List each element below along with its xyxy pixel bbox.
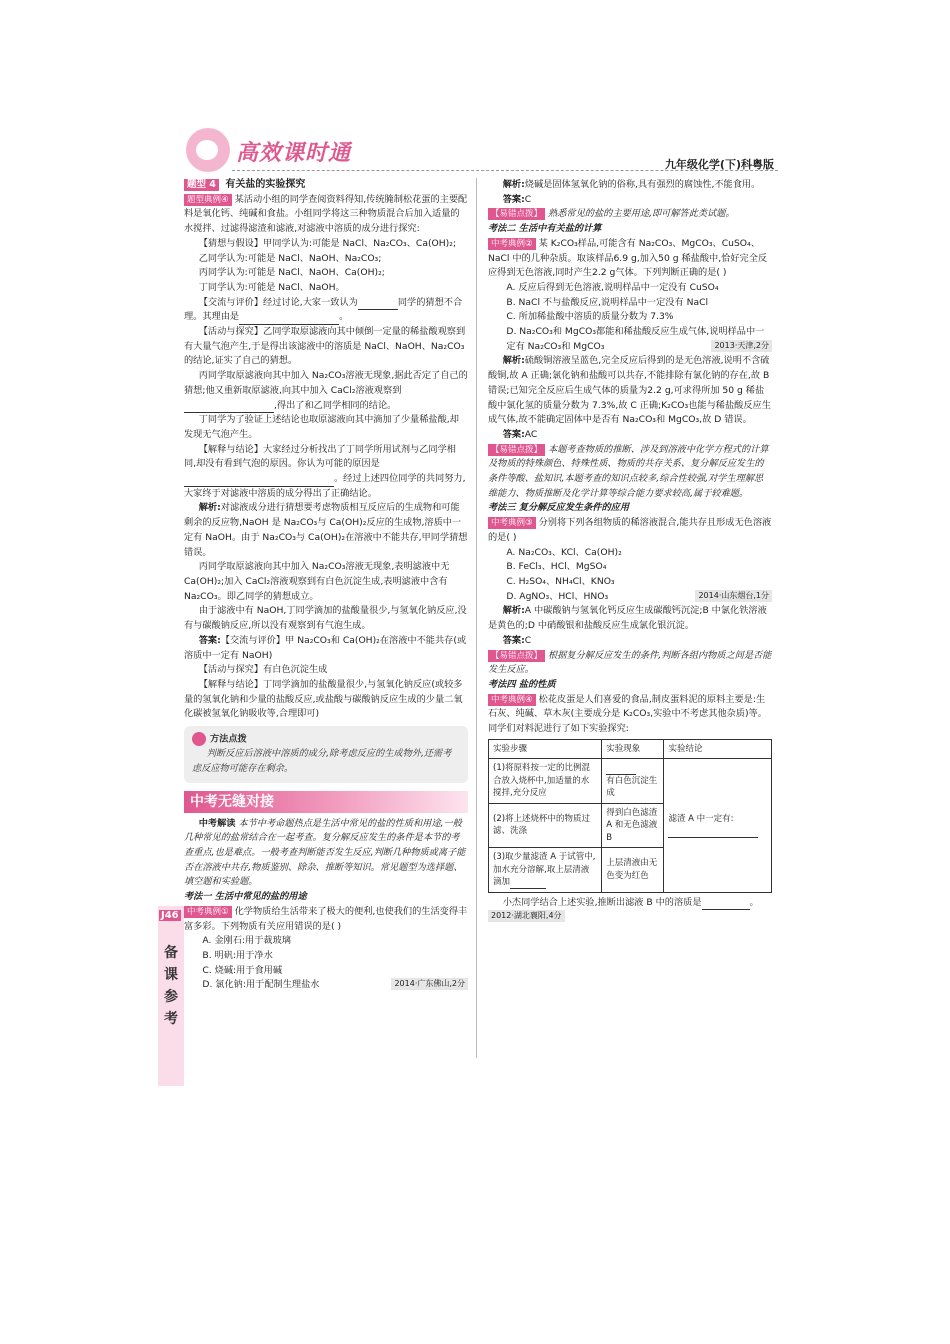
method-tip-box bbox=[184, 726, 468, 783]
source-badge: 2013·天津,2分 bbox=[711, 340, 772, 352]
table-cell bbox=[489, 848, 602, 893]
table-header: 实验结论 bbox=[664, 739, 772, 759]
paragraph: 由于滤液中有 NaOH,丁同学滴加的盐酸量很少,与氢氧化钠反应,没有与碳酸钠反应,所以没有观察到有气泡生成。 bbox=[184, 605, 467, 632]
answer bbox=[488, 634, 772, 649]
text: 硫酸铜溶液呈蓝色,完全反应后得到的是无色溶液,说明不含硫酸铜,故 A 正确;氯化钠和盐酸可以共存,不能排除有氯化钠的存在,故 B 错误;已知完全反应后生成气体的质量为2.2 g,可求得所加 50 g 稀盐酸中氯化氢的质量分数为 7.3%,故 C 正确;K₂CO₃也能与稀盐酸反应生成气体,故不能确定固体中是否有 Na₂CO₃和 MgCO₃,故 D 错误。 bbox=[488, 355, 771, 426]
example-question bbox=[184, 193, 468, 237]
example-tag: 中考典例② bbox=[488, 238, 536, 250]
question-text: 化学物质给生活带来了极大的便利,也使我们的生活变得丰富多彩。下列物质有关应用错误的是( ) bbox=[184, 905, 468, 932]
paragraph: 乙同学认为:可能是 NaCl、NaOH、Na₂CO₃; bbox=[198, 252, 382, 264]
section-title bbox=[184, 178, 468, 193]
exam-intro bbox=[184, 817, 468, 891]
option: C. H₂SO₄、NH₄Cl、KNO₃ bbox=[506, 575, 615, 587]
method-heading: 考法一 生活中常见的盐的用途 bbox=[184, 891, 307, 903]
text: 滤渣 A 中一定有: bbox=[668, 813, 734, 824]
example-tag: 题型典例④ bbox=[184, 194, 232, 206]
text: 【解释与结论】大家经过分析找出了丁同学所用试剂与乙同学相同,却没有看到气泡的原因。你认为可能的原因是 bbox=[184, 443, 456, 470]
book-title: 九年级化学(下)科粤版 bbox=[664, 158, 774, 171]
example-question bbox=[488, 693, 772, 737]
analysis bbox=[488, 178, 772, 193]
exam-banner bbox=[184, 791, 468, 813]
answer bbox=[488, 193, 772, 208]
warning-tip bbox=[488, 207, 772, 222]
answer-blank[interactable] bbox=[668, 827, 758, 838]
text: AC bbox=[524, 428, 538, 440]
option: A. Na₂CO₃、KCl、Ca(OH)₂ bbox=[506, 546, 622, 558]
example-question bbox=[488, 516, 772, 545]
text: 【交流与评价】甲 Na₂CO₃和 Ca(OH)₂在溶液中不能共存(或溶质中一定有 NaOH) bbox=[184, 634, 467, 661]
right-column bbox=[488, 178, 772, 922]
table-cell bbox=[664, 759, 772, 893]
answer-blank[interactable] bbox=[239, 314, 339, 325]
text: D. 氯化钠:用于配制生理盐水 bbox=[202, 979, 320, 991]
answer bbox=[488, 428, 772, 443]
option bbox=[488, 590, 772, 605]
paragraph: 丁同学认为:可能是 NaCl、NaOH。 bbox=[198, 281, 345, 293]
question-text: 某活动小组的同学查阅资料得知,传统腌制松花蛋的主要配料是氧化钙、纯碱和食盐。小组同学将这三种物质混合后加入适量的水搅拌、过滤得滤渣和滤液,对滤液中溶质的成分进行探究: bbox=[184, 193, 468, 235]
analysis bbox=[488, 354, 772, 428]
question-text: 某 K₂CO₃样品,可能含有 Na₂CO₃、MgCO₃、CuSO₄、NaCl 中的几种杂质。取该样品6.9 g,加入50 g 稀盐酸中,恰好完全反应得到无色溶液,同时产生2.2 g气体。下列判断正确的是( ) bbox=[488, 237, 768, 279]
paragraph: 丁同学为了验证上述结论也取原滤液向其中滴加了少量稀盐酸,却发现无气泡产生。 bbox=[184, 414, 459, 440]
table-cell: 上层清液由无色变为红色 bbox=[602, 848, 664, 893]
analysis-label: 解析: bbox=[502, 179, 525, 190]
header-divider bbox=[232, 170, 778, 171]
text: 烧碱是固体氢氧化钠的俗称,具有强烈的腐蚀性,不能食用。 bbox=[524, 179, 761, 190]
brand-logo: 高效课时通 bbox=[236, 141, 352, 166]
answer bbox=[184, 634, 468, 663]
banner-text: 中考无缝对接 bbox=[190, 793, 274, 810]
text: A 中碳酸钠与氢氧化钙反应生成碳酸钙沉淀;B 中氯化铁溶液是黄色的;D 中硝酸银和盐酸反应生成氯化银沉淀。 bbox=[488, 605, 767, 632]
analysis-label: 解析: bbox=[502, 355, 525, 367]
text: C bbox=[524, 634, 532, 646]
text: 。经过上述四位同学的共同努力,大家终于对滤液中溶质的成分得出了正确结论。 bbox=[184, 473, 466, 499]
option: C. 烧碱:用于食用碱 bbox=[202, 964, 283, 976]
analysis-label: 解析: bbox=[502, 605, 525, 617]
answer-label: 答案: bbox=[502, 634, 525, 646]
left-column bbox=[184, 178, 468, 993]
table-row bbox=[489, 759, 772, 804]
warning-tip bbox=[488, 443, 772, 502]
answer-label: 答案: bbox=[198, 634, 221, 646]
option: B. FeCl₃、HCl、MgSO₄ bbox=[506, 561, 607, 573]
example-question bbox=[184, 905, 468, 934]
question-text: 分别将下列各组物质的稀溶液混合,能共存且形成无色溶液的是( ) bbox=[488, 517, 772, 543]
source-badge: 2012·湖北襄阳,4分 bbox=[488, 910, 565, 922]
source-badge: 2014·山东烟台,1分 bbox=[695, 590, 772, 602]
answer-blank[interactable] bbox=[510, 878, 546, 889]
option-list bbox=[488, 546, 772, 605]
text: D. AgNO₃、HCl、HNO₃ bbox=[506, 590, 609, 602]
option bbox=[184, 978, 468, 993]
experiment-table bbox=[488, 739, 772, 893]
answer-blank[interactable] bbox=[606, 764, 636, 775]
warning-tip bbox=[488, 649, 772, 678]
answer-label: 答案: bbox=[502, 428, 525, 440]
paragraph: 【活动与探究】乙同学取原滤液向其中倾倒一定量的稀盐酸观察到有大量气泡产生,于是得出该滤液中的溶质是 NaCl、NaOH、Na₂CO₃的结论,证实了自己的猜想。 bbox=[184, 326, 466, 367]
text: 。 bbox=[339, 311, 349, 323]
side-vertical-label: 备课参考 bbox=[164, 945, 178, 1027]
table-header: 实验现象 bbox=[602, 739, 664, 759]
option bbox=[488, 325, 772, 354]
example-tag: 中考典例① bbox=[184, 906, 232, 918]
mascot-logo-icon bbox=[186, 128, 230, 172]
method-heading: 考法三 复分解反应发生条件的应用 bbox=[488, 502, 630, 514]
section-title-text: 有关盐的实验探究 bbox=[225, 179, 306, 190]
page-number: J46 bbox=[161, 910, 179, 921]
option: A. 反应后得到无色溶液,说明样品中一定没有 CuSO₄ bbox=[506, 281, 719, 293]
option: B. 明矾:用于净水 bbox=[202, 949, 273, 961]
text: 本题考查物质的推断、涉及到溶液中化学方程式的计算及物质的特殊颜色、特殊性质、物质的共存关系、复分解反应发生的条件等酸、盐知识,本题考查的知识点较多,综合性较强,对学生理解思维能力、物质推断及化学计算等综合能力要求较高,属于较难题。 bbox=[488, 443, 769, 499]
exam-intro-label: 中考解读 bbox=[198, 817, 236, 829]
text: 对滤液成分进行猜想要考虑物质相互反应后的生成物和可能剩余的反应物,NaOH 是 Na₂CO₃与 Ca(OH)₂反应的生成物,溶质中一定有 NaOH。由于 Na₂CO₃与 Ca(OH)₂在溶液中不能共存,甲同学猜想错误。 bbox=[184, 502, 468, 558]
question-text: 松花皮蛋是人们喜爱的食品,制皮蛋料泥的原料主要是:生石灰、纯碱、草木灰(主要成分是 K₂CO₃,实验中不考虑其他杂质)等。同学们对料泥进行了如下实验探究: bbox=[488, 693, 767, 735]
column-divider bbox=[476, 178, 477, 1058]
text: ,得出了和乙同学相同的结论。 bbox=[274, 399, 397, 411]
method-tip-body: 判断反应后溶液中溶质的成分,除考虑反应的生成物外,还需考虑反应物可能存在剩余。 bbox=[192, 748, 452, 774]
warning-tag: 【易错点拨】 bbox=[488, 208, 545, 220]
analysis-label: 解析: bbox=[198, 502, 221, 514]
text: 根据复分解反应发生的条件,判断各组内物质之间是否能发生反应。 bbox=[488, 649, 772, 676]
text: 熟悉常见的盐的主要用途,即可解答此类试题。 bbox=[548, 208, 735, 220]
side-bar bbox=[158, 906, 184, 1086]
method-heading: 考法二 生活中有关盐的计算 bbox=[488, 223, 602, 235]
option-list bbox=[488, 281, 772, 355]
table-cell bbox=[602, 759, 664, 804]
answer-blank[interactable] bbox=[358, 299, 398, 310]
method-tip-title bbox=[192, 732, 460, 747]
method-heading: 考法四 盐的性质 bbox=[488, 678, 556, 690]
example-tag: 中考典例③ bbox=[488, 517, 536, 529]
source-badge: 2014·广东佛山,2分 bbox=[391, 978, 468, 990]
text: 同学的猜想不合理。其理由是 bbox=[184, 296, 463, 323]
table-cell: (1)将原料按一定的比例混合放入烧杯中,加适量的水搅拌,充分反应 bbox=[489, 759, 602, 804]
section-tag: 题型 4 bbox=[184, 179, 219, 191]
table-header-row bbox=[489, 739, 772, 759]
analysis bbox=[184, 501, 468, 560]
paragraph: 【活动与探究】有白色沉淀生成 bbox=[198, 664, 328, 676]
warning-tag: 【易错点拨】 bbox=[488, 444, 545, 456]
paragraph bbox=[184, 443, 468, 502]
table-cell: (2)将上述烧杯中的物质过滤、洗涤 bbox=[489, 803, 602, 848]
text: 丙同学取原滤液向其中加入 Na₂CO₃溶液无现象,据此否定了自己的猜想;他又重新取原滤液,向其中加入 CaCl₂溶液观察到 bbox=[184, 370, 468, 396]
tip-icon bbox=[192, 732, 206, 746]
answer-blank[interactable] bbox=[184, 402, 274, 413]
paragraph: 丙同学取原滤液向其中加入 Na₂CO₃溶液无现象,表明滤液中无 Ca(OH)₂;加入 CaCl₂溶液观察到有白色沉淀生成,表明滤液中含有 Na₂CO₃。即乙同学的猜想成立。 bbox=[184, 561, 450, 602]
paragraph bbox=[184, 296, 468, 325]
text: 【交流与评价】经过讨论,大家一致认为 bbox=[198, 296, 358, 308]
paragraph bbox=[184, 369, 468, 413]
page-header bbox=[158, 126, 798, 174]
paragraph: 丙同学认为:可能是 NaCl、NaOH、Ca(OH)₂; bbox=[198, 267, 385, 279]
option: B. NaCl 不与盐酸反应,说明样品中一定没有 NaCl bbox=[506, 296, 709, 308]
text: 有白色沉淀生成 bbox=[606, 775, 658, 799]
page bbox=[158, 126, 798, 1086]
warning-tag: 【易错点拨】 bbox=[488, 650, 545, 662]
table-cell: 得到白色滤渣 A 和无色滤液 B bbox=[602, 803, 664, 848]
analysis bbox=[488, 604, 772, 633]
option: C. 所加稀盐酸中溶质的质量分数为 7.3% bbox=[506, 311, 674, 323]
example-question bbox=[488, 237, 772, 281]
answer-blank[interactable] bbox=[702, 899, 750, 910]
paragraph: 【解释与结论】丁同学滴加的盐酸量很少,与氢氧化钠反应(或较多量的氢氧化钠和少量的盐酸反应,或盐酸与碳酸钠反应生成的少量二氧化碳被氢氧化钠吸收等,合理即可) bbox=[184, 678, 463, 720]
text: 本节中考命题热点是生活中常见的盐的性质和用途,一般几种常见的盐常结合在一起考查。复分解反应发生的条件是本节的考查重点,也是难点。一般考查判断能否发生反应,判断几种物质或离子能否在溶液中共存,物质鉴别、除杂、推断等知识。常见题型为选择题、填空题和实验题。 bbox=[184, 817, 466, 888]
answer-label: 答案: bbox=[502, 193, 525, 205]
table-header: 实验步骤 bbox=[489, 739, 602, 759]
text: 小杰同学结合上述实验,推断出滤液 B 中的溶质是 bbox=[502, 896, 702, 908]
paragraph: 【猜想与假设】甲同学认为:可能是 NaCl、Na₂CO₃、Ca(OH)₂; bbox=[198, 237, 457, 249]
text: C bbox=[524, 193, 532, 205]
answer-blank[interactable] bbox=[184, 476, 334, 487]
text: (3)取少量滤渣 A 于试管中,加水充分溶解,取上层清液滴加 bbox=[493, 852, 596, 888]
text: 方法点拨 bbox=[210, 733, 247, 745]
example-tag: 中考典例④ bbox=[488, 694, 536, 706]
paragraph: 小杰同学结合上述实验,推断出滤液 B 中的溶质是 。 bbox=[488, 896, 772, 911]
option-list bbox=[184, 934, 468, 993]
text: D. Na₂CO₃和 MgCO₃都能和稀盐酸反应生成气体,说明样品中一定有 Na₂CO₃和 MgCO₃ bbox=[506, 326, 765, 352]
option: A. 金刚石:用于裁玻璃 bbox=[202, 935, 291, 947]
